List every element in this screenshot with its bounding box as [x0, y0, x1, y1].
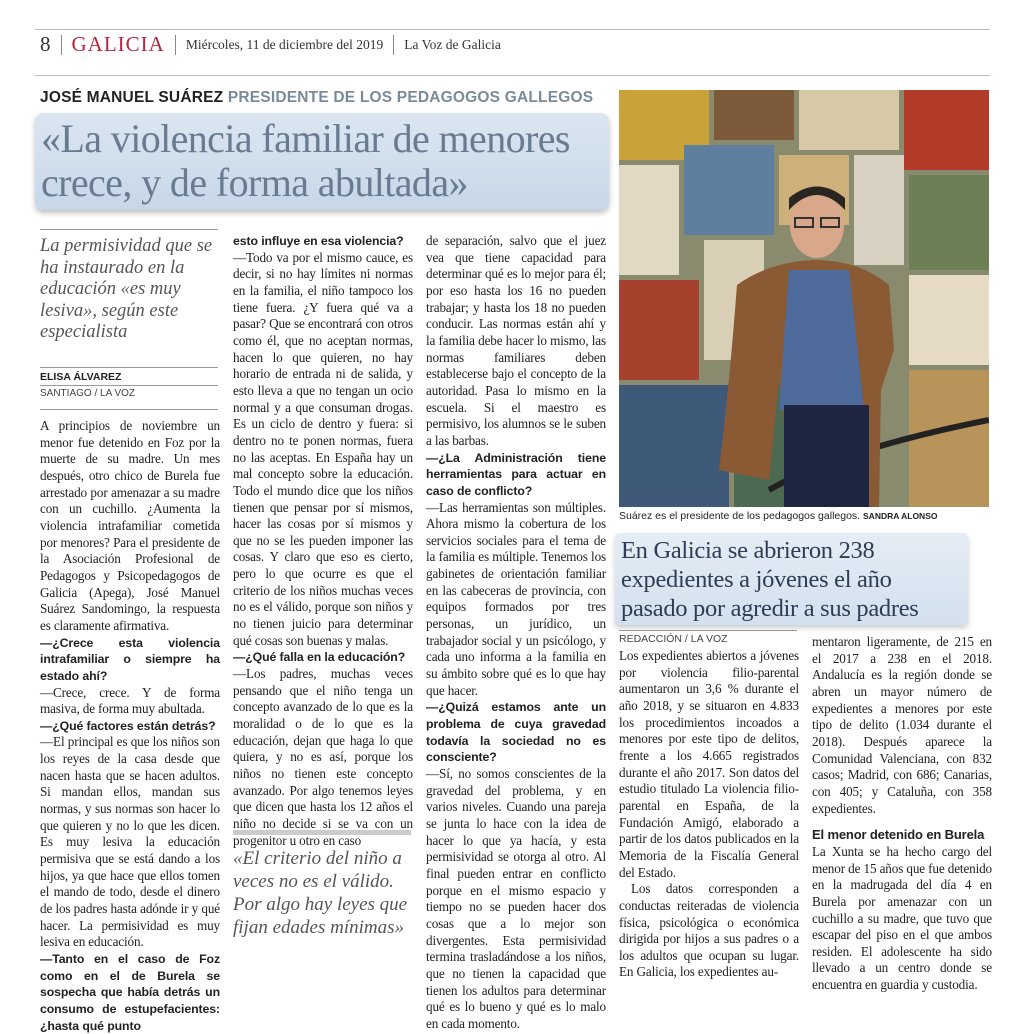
caption-text: Suárez es el presidente de los pedagogos gallegos. — [619, 510, 861, 522]
paragraph: —Las herramientas son múltiples. Ahora mismo la cobertura de los servicios sociales para el tema de la familia es múltiple. Tenemos los gabinetes de orientación familiar en las cabeceras de provincia, con equipos formados por tres personas, un jurídico, un trabajador social y un psicólogo, y cada uno informa a la familia en su ámbito sobre qué es lo que hay que hacer. — [426, 499, 606, 698]
divider — [393, 35, 394, 55]
author: ELISA ÁLVAREZ — [40, 371, 218, 386]
sidebar-headline: En Galicia se abrieron 238 expedientes a jóvenes el año pasado por agredir a sus padres — [621, 537, 919, 622]
paragraph: Los expedientes abiertos a jóvenes por violencia filio-parental aumentaron un 3,6 % durante el año 2018, y se situaron en 4.833 los procedimientos incoados a menores por este tipo de delitos, frente a los 4.665 registrados durante el año 2017. Son datos del estudio titulado La violencia filio-parental en España, de la Fundación Amigó, elaborado a partir de los datos publicados en la Memoria de la Fiscalía General del Estado. — [619, 648, 799, 880]
kicker-role: PRESIDENTE DE LOS PEDAGOGOS GALLEGOS — [227, 89, 594, 106]
paragraph: —Todo va por el mismo cauce, es decir, si no hay límites ni normas en la familia, el niño tampoco los tiene fuera. ¿Y fuera qué va a pasar? Que se encontrará con otros como él, que no aceptan normas, hacen lo que quieren, no hay horario de entrada ni de salida, y esto lleva a que no tengan un ocio normal y a que consuman drogas. Es un ciclo de dentro y fuera: si dentro no te ponen normas, fuera no las aceptas. En España hay un mal concepto sobre la educación. Todo el mundo dice que los niños tienen que pensar por sí mismos, hacer las cosas por sí mismos y que no se les pueden imponer las cosas. Y claro que eso es cierto, pero lo que ocurre es que el criterio de los niños muchas veces no es el válido, porque son niños y no tienen juicio para determinar qué cosas son buenas y malas. — [233, 249, 413, 648]
photo-image — [619, 90, 989, 507]
divider — [61, 35, 62, 55]
interview-question: —¿Qué factores están detrás? — [40, 718, 216, 733]
paragraph: —El principal es que los niños son los reyes de la casa desde que nacen hasta que se hacen adultos. Si mandan ellos, mandan sus normas, y sus normas son hacer lo que quieren y no lo que les dicen. Es muy lesiva la educación permisiva que se está dando a los hijos, ya que hace que ellos tomen el mando de todo, desde el dinero de los padres hasta adónde ir y qué hacer. La permisividad es muy lesiva en educación. — [40, 734, 220, 950]
portrait-photo — [619, 90, 989, 507]
article-column-2 — [233, 233, 413, 849]
kicker — [40, 89, 593, 107]
headline: «La violencia familiar de menores crece, y de forma abultada» — [41, 116, 570, 205]
date: Miércoles, 11 de diciembre del 2019 — [185, 36, 384, 52]
sidebar-byline: REDACCIÓN / LA VOZ — [619, 630, 797, 645]
location: SANTIAGO / LA VOZ — [40, 388, 136, 399]
paragraph: —Sí, no somos conscientes de la gravedad del problema, y en varios niveles. Cuando una pareja se junta lo hace con la idea de hacer lo que ya hacía, y esta permisividad se otorga al otro. Al final pueden entrar en conflicto porque en el mismo espacio y tiempo no se pueden hacer dos cosas que a lo mejor son divergentes. Esta permisividad termina trasladándose a los niños, que no tienen la capacidad que tienen los adultos para determinar qué es lo bueno y qué es lo malo en cada momento. — [426, 766, 606, 1031]
subheading: El menor detenido en Burela — [812, 827, 985, 843]
paragraph: de separación, salvo que el juez vea que tiene capacidad para determinar qué es lo mejor para él; por eso hasta los 16 no pueden trabajar; y hasta los 18 no pueden conducir. Las normas están ahí y la familia debe hacer lo mismo, las normas familiares deben establecerse bajo el concepto de la autoridad. Pasa lo mismo en la escuela. Si el maestro es permisivo, los alumnos se le suben a las barbas. — [426, 233, 606, 448]
interview-question: —¿Crece esta violencia intrafamiliar o siempre ha estado ahí? — [40, 635, 220, 683]
page-header — [40, 32, 501, 57]
paragraph: A principios de noviembre un menor fue detenido en Foz por la muerte de su madre. Un mes después, otro chico de Burela fue arrestado por amenazar a su madre con un cuchillo. ¿Aumenta la violencia intrafamiliar cometida por menores? Para el presidente de la Asociación Profesional de Pedagogos y Psicopedagogos de Galicia (Apega), José Manuel Suárez Sandomingo, la respuesta es claramente afirmativa. — [40, 418, 220, 633]
headline-box — [35, 113, 609, 210]
photo-caption — [619, 510, 991, 522]
page-number: 8 — [40, 32, 51, 56]
interview-question: —Tanto en el caso de Foz como en el de Burela se sospecha que había detrás un consumo de estupefacientes: ¿hasta qué punto — [40, 952, 220, 1033]
article-column-1 — [40, 418, 220, 1034]
sidebar-column-1 — [619, 648, 799, 981]
article-column-3 — [426, 233, 606, 1033]
sidebar-headline-box — [615, 533, 968, 625]
photo-credit: SANDRA ALONSO — [863, 511, 938, 521]
divider — [40, 229, 218, 230]
paragraph: —Crece, crece. Y de forma masiva, de forma muy abultada. — [40, 684, 220, 717]
paragraph: mentaron ligeramente, de 215 en el 2017 a 238 en el 2018. Andalucía es la región donde se abren un mayor número de expedientes a menores por este tipo de delito (1.034 durante el 2018). Después aparece la Comunidad Valenciana, con 832 casos; Madrid, con 686; Canarias, con 405; y Cataluña, con 358 expedientes. — [812, 634, 992, 816]
deck: La permisividad que se ha instaurado en la educación «es muy lesiva», según este especialista — [40, 236, 213, 342]
byline — [40, 367, 218, 399]
paragraph: Los datos corresponden a conductas reiteradas de violencia física, psicológica o económica dirigida por hijos a sus padres o a los adultos que ocupan su lugar. En Galicia, los expedientes au- — [619, 881, 799, 980]
section-name: GALICIA — [71, 32, 165, 56]
header-rule — [35, 75, 990, 76]
divider — [40, 409, 218, 410]
sidebar-column-2 — [812, 634, 992, 994]
interview-question: —¿La Administración tiene herramientas para actuar en caso de conflicto? — [426, 450, 606, 498]
divider — [175, 35, 176, 55]
kicker-name: JOSÉ MANUEL SUÁREZ — [40, 89, 224, 106]
paragraph: La Xunta se ha hecho cargo del menor de 15 años que fue detenido en la madrugada del día 4 en Burela por amenazar con un cuchillo a su madre, que tuvo que escapar del piso en el que ambos residen. El adolescente ha sido llevado a un centro donde se encuentra en guardia y custodia. — [812, 843, 992, 993]
paragraph: —Los padres, muchas veces pensando que el niño tenga un concepto avanzado de lo que es la moralidad o de lo que es la educación, dejan que haga lo que quiera, y no es así, porque los niños no tienen este concepto avanzado. Por algo tenemos leyes que dicen que hasta los 12 años el niño no decide si se va con un progenitor u otro en caso — [233, 666, 413, 848]
pull-quote: «El criterio del niño a veces no es el válido. Por algo hay leyes que fijan edades mínimas» — [233, 830, 411, 939]
top-rule — [35, 29, 990, 30]
interview-question: esto influye en esa violencia? — [233, 234, 404, 248]
interview-question: —¿Qué falla en la educación? — [233, 650, 406, 665]
interview-question: —¿Quizá estamos ante un problema de cuya gravedad todavía la sociedad no es consciente? — [426, 700, 606, 765]
newspaper-name: La Voz de Galicia — [404, 36, 501, 52]
